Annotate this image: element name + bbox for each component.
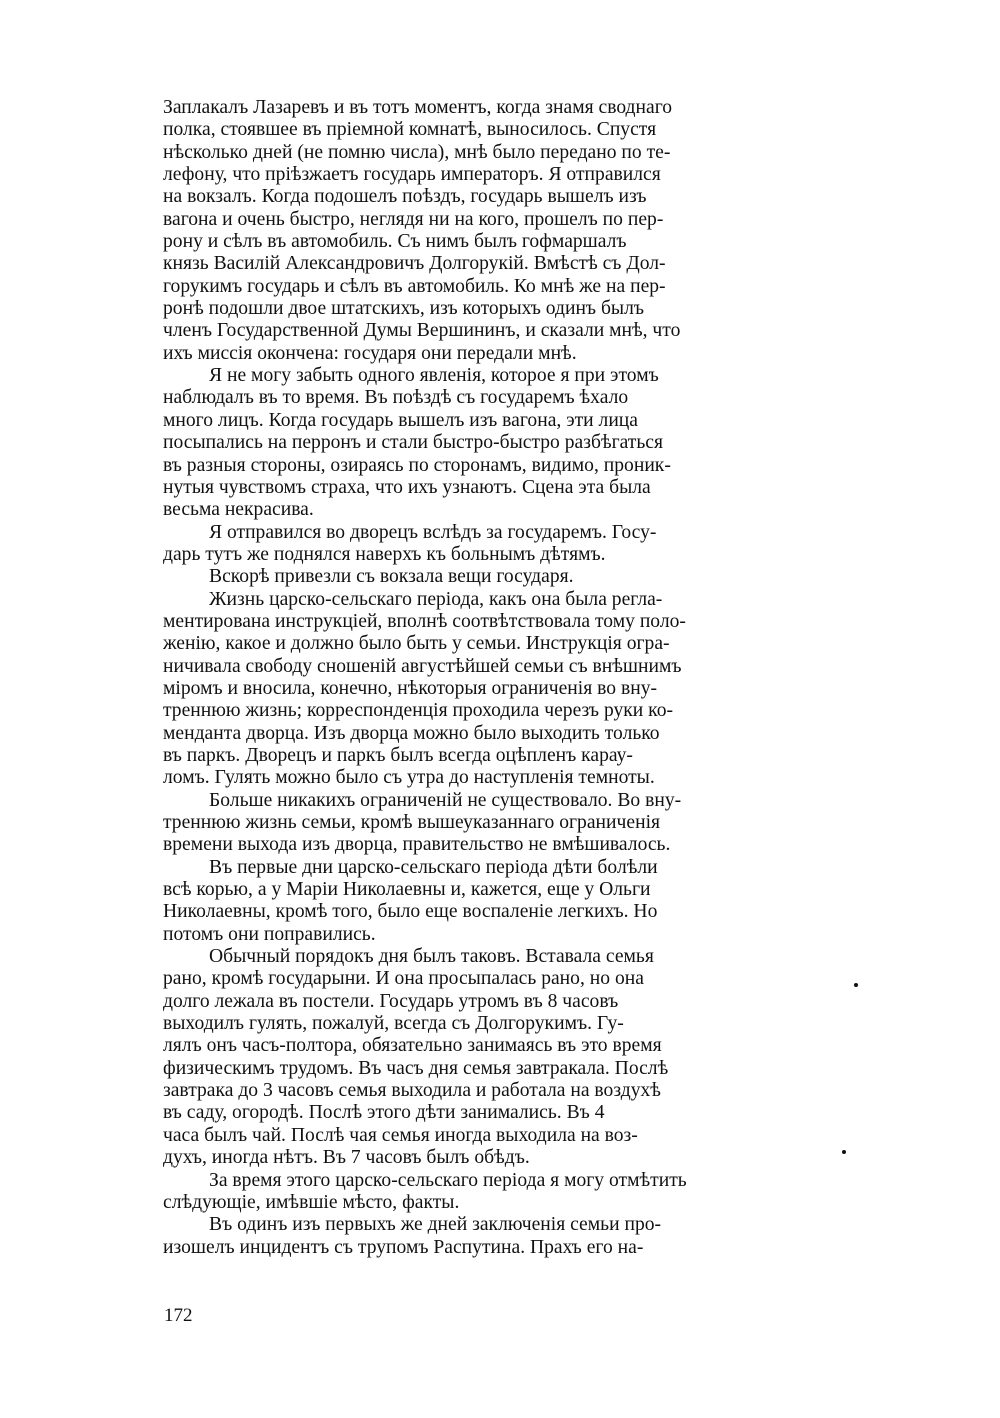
text-line: времени выхода изъ дворца, правительство не вмѣшивалось. <box>163 834 671 856</box>
paragraph <box>163 857 841 946</box>
text-line: нѣсколько дней (не помню числа), мнѣ было передано по те- <box>163 141 671 163</box>
text-line: всѣ корью, а у Маріи Николаевны и, кажется, еще у Ольги <box>163 879 651 901</box>
text-line: князь Василій Александровичъ Долгорукій. Вмѣстѣ съ Дол- <box>163 253 666 275</box>
text-line: Въ одинъ изъ первыхъ же дней заключенія семьи про- <box>209 1214 662 1236</box>
text-line: Я отправился во дворецъ вслѣдъ за государемъ. Госу- <box>209 521 657 543</box>
paragraph <box>163 365 841 521</box>
text-line: треннюю жизнь семьи, кромѣ вышеуказаннаго ограниченія <box>163 812 661 833</box>
text-line: долго лежала въ постели. Государь утромъ въ 8 часовъ <box>163 990 619 1012</box>
margin-mark <box>854 983 858 987</box>
text-line: наблюдалъ въ то время. Въ поѣздѣ съ государемъ ѣхало <box>163 387 629 409</box>
text-line: часа былъ чай. Послѣ чая семья иногда выходила на воз- <box>163 1124 638 1146</box>
text-line: весьма некрасива. <box>163 499 314 521</box>
text-line: Заплакалъ Лазаревъ и въ тотъ моментъ, когда знамя своднаго <box>163 97 673 118</box>
text-line: Обычный порядокъ дня былъ таковъ. Вставала семья <box>209 946 654 968</box>
text-line: Жизнь царско-сельскаго періода, какъ она была регла- <box>209 588 663 610</box>
text-line: физическимъ трудомъ. Въ часъ дня семья завтракала. Послѣ <box>163 1057 669 1079</box>
text-line: менданта дворца. Изъ дворца можно было выходить только <box>163 722 660 744</box>
text-line: вагона и очень быстро, неглядя ни на кого, прошелъ по пер- <box>163 208 664 230</box>
text-line: Въ первые дни царско-сельскаго періода дѣти болѣли <box>209 856 658 878</box>
text-line: Я не могу забыть одного явленія, которое я при этомъ <box>209 365 659 387</box>
text-line: нутыя чувствомъ страха, что ихъ узнаютъ. Сцена эта была <box>163 476 651 498</box>
text-line: Николаевны, кромѣ того, было еще воспаленіе легкихъ. Но <box>163 901 658 923</box>
paragraph <box>163 1214 841 1259</box>
text-line: ломъ. Гулять можно было съ утра до наступленія темноты. <box>163 767 655 789</box>
text-line: полка, стоявшее въ пріемной комнатѣ, выносилось. Спустя <box>163 119 657 141</box>
text-line: рано, кромѣ государыни. И она просыпалась рано, но она <box>163 968 644 990</box>
text-line: Вскорѣ привезли съ вокзала вещи государя. <box>209 566 574 588</box>
paragraph <box>163 522 841 567</box>
text-line: въ паркъ. Дворецъ и паркъ былъ всегда оцѣпленъ карау- <box>163 744 633 766</box>
text-line: слѣдующіе, имѣвшіе мѣсто, факты. <box>163 1191 460 1213</box>
text-line: завтрака до 3 часовъ семья выходила и работала на воздухѣ <box>163 1080 661 1102</box>
text-line: ментирована инструкціей, вполнѣ соотвѣтствовала тому поло- <box>163 610 686 632</box>
paragraph <box>163 1170 841 1215</box>
text-line: ихъ миссія окончена: государя они передали мнѣ. <box>163 342 577 364</box>
text-line: изошелъ инцидентъ съ трупомъ Распутина. Прахъ его на- <box>163 1236 644 1258</box>
text-line: За время этого царско-сельскаго періода я могу отмѣтить <box>209 1169 687 1191</box>
text-line: дарь тутъ же поднялся наверхъ къ больнымъ дѣтямъ. <box>163 543 606 565</box>
paragraph <box>163 97 841 365</box>
text-line: много лицъ. Когда государь вышелъ изъ вагона, эти лица <box>163 409 638 431</box>
text-line: ронѣ подошли двое штатскихъ, изъ которыхъ одинъ былъ <box>163 298 645 320</box>
text-line: рону и сѣлъ въ автомобиль. Съ нимъ былъ гофмаршалъ <box>163 231 627 253</box>
text-line: потомъ они поправились. <box>163 923 376 945</box>
text-line: выходилъ гулять, пожалуй, всегда съ Долгорукимъ. Гу- <box>163 1013 624 1035</box>
text-line: лялъ онъ часъ-полтора, обязательно занимаясь въ это время <box>163 1035 662 1057</box>
paragraph <box>163 589 841 790</box>
text-line: треннюю жизнь; корреспонденція проходила черезъ руки ко- <box>163 700 674 722</box>
text-line: ничивала свободу сношеній августѣйшей семьи съ внѣшнимъ <box>163 655 682 677</box>
paragraph <box>163 566 841 588</box>
text-line: лефону, что пріѣзжаетъ государь императоръ. Я отправился <box>163 164 661 186</box>
text-line: въ саду, огородѣ. Послѣ этого дѣти занимались. Въ 4 <box>163 1102 605 1124</box>
text-line: духъ, иногда нѣтъ. Въ 7 часовъ былъ обѣдъ. <box>163 1147 530 1169</box>
text-line: міромъ и вносила, конечно, нѣкоторыя ограниченія во вну- <box>163 677 658 699</box>
text-line: на вокзалъ. Когда подошелъ поѣздъ, государь вышелъ изъ <box>163 186 647 208</box>
body-text <box>163 97 841 1259</box>
page-number: 172 <box>164 1305 193 1326</box>
text-line: Больше никакихъ ограниченій не существовало. Во вну- <box>209 789 682 811</box>
text-line: въ разныя стороны, озираясь по сторонамъ, видимо, проник- <box>163 454 671 476</box>
text-line: женію, какое и должно было быть у семьи. Инструкція огра- <box>163 633 670 655</box>
margin-mark <box>842 1150 846 1154</box>
paragraph <box>163 790 841 857</box>
text-line: посыпались на перронъ и стали быстро-быстро разбѣгаться <box>163 432 664 454</box>
text-line: горукимъ государь и сѣлъ въ автомобиль. Ко мнѣ же на пер- <box>163 275 666 297</box>
text-line: членъ Государственной Думы Вершининъ, и сказали мнѣ, что <box>163 320 681 342</box>
paragraph <box>163 946 841 1169</box>
